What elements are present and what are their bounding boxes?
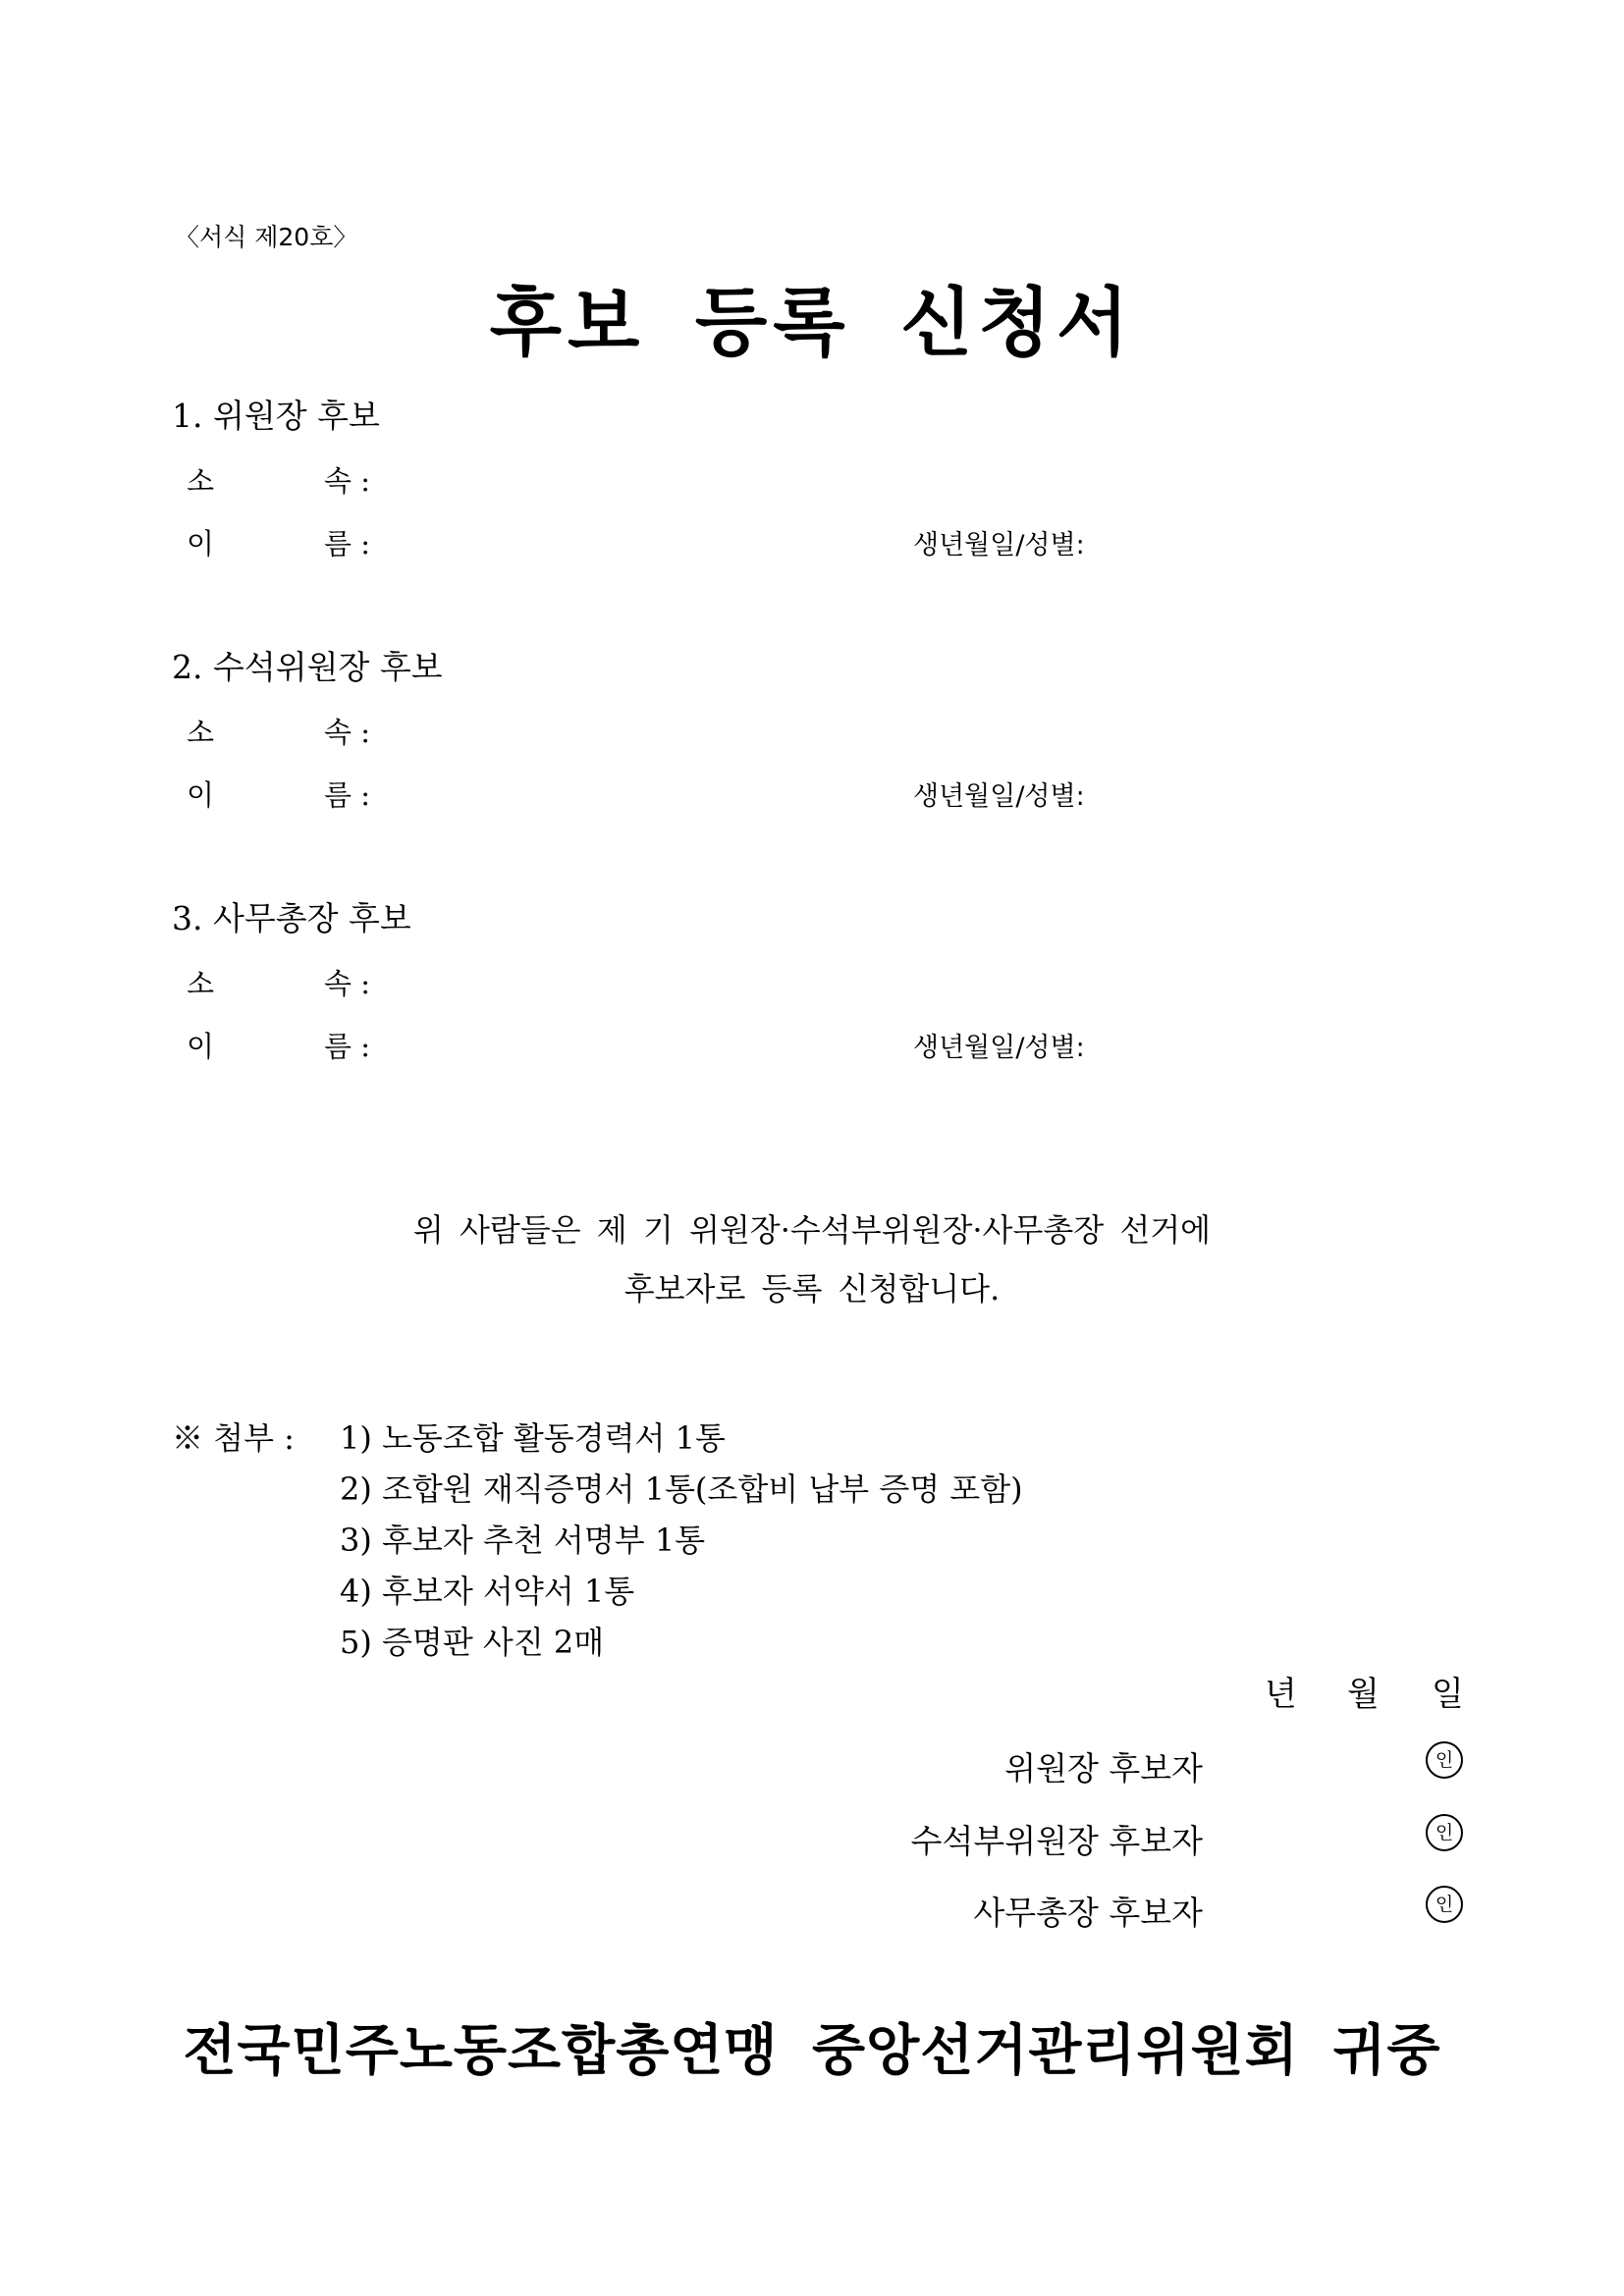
signature-chairperson-label: 위원장 후보자 [1004, 1749, 1203, 1788]
section-3-heading: 3. 사무총장 후보 [172, 899, 411, 937]
section-3-birth-gender-label: 생년월일/성별: [913, 1033, 1085, 1063]
form-number: 〈서식 제20호〉 [175, 223, 358, 251]
name-char-2: 름 : [324, 778, 371, 812]
section-2-affiliation-label [187, 711, 370, 751]
name-char-2: 름 : [324, 527, 371, 561]
attachments-label: ※ 첨부 : [172, 1419, 295, 1457]
affiliation-char-1: 소 [187, 464, 215, 498]
affiliation-char-1: 소 [187, 967, 215, 1000]
name-char-2: 름 : [324, 1030, 371, 1063]
attachment-item: 2) 조합원 재직증명서 1통(조합비 납부 증명 포함) [340, 1470, 1023, 1508]
affiliation-char-1: 소 [187, 716, 215, 749]
seal-icon: 인 [1426, 1886, 1463, 1923]
signature-senior-vice-chair-label: 수석부위원장 후보자 [910, 1822, 1203, 1860]
recipient-footer: 전국민주노동조합총연맹 중앙선거관리위원회 귀중 [183, 2019, 1441, 2083]
affiliation-char-2: 속 : [324, 464, 371, 498]
name-char-1: 이 [187, 1030, 215, 1063]
affiliation-char-2: 속 : [324, 716, 371, 749]
attachment-item: 1) 노동조합 활동경력서 1통 [340, 1419, 726, 1457]
signature-secretary-general-label: 사무총장 후보자 [973, 1894, 1203, 1932]
attachment-item: 3) 후보자 추천 서명부 1통 [340, 1522, 706, 1559]
section-2-name-label [187, 774, 370, 814]
attachment-item: 5) 증명판 사진 2매 [340, 1624, 605, 1661]
section-1-affiliation-label [187, 459, 370, 500]
date-month-label: 월 [1347, 1675, 1380, 1714]
section-2-birth-gender-label: 생년월일/성별: [913, 781, 1085, 812]
statement-line-1: 위 사람들은 제 기 위원장·수석부위원장·사무총장 선거에 [412, 1211, 1212, 1249]
section-1-heading: 1. 위원장 후보 [172, 397, 380, 435]
document-title: 후보 등록 신청서 [489, 279, 1135, 366]
date-year-label: 년 [1265, 1675, 1297, 1714]
section-2-heading: 2. 수석위원장 후보 [172, 648, 443, 686]
name-char-1: 이 [187, 527, 215, 561]
affiliation-char-2: 속 : [324, 967, 371, 1000]
section-3-name-label [187, 1025, 370, 1065]
seal-icon: 인 [1426, 1814, 1463, 1851]
date-day-label: 일 [1432, 1675, 1464, 1714]
name-char-1: 이 [187, 778, 215, 812]
section-1-birth-gender-label: 생년월일/성별: [913, 530, 1085, 561]
section-3-affiliation-label [187, 962, 370, 1002]
attachment-item: 4) 후보자 서약서 1통 [340, 1573, 635, 1610]
seal-icon: 인 [1426, 1741, 1463, 1779]
statement-line-2: 후보자로 등록 신청합니다. [623, 1270, 1001, 1308]
section-1-name-label [187, 522, 370, 562]
